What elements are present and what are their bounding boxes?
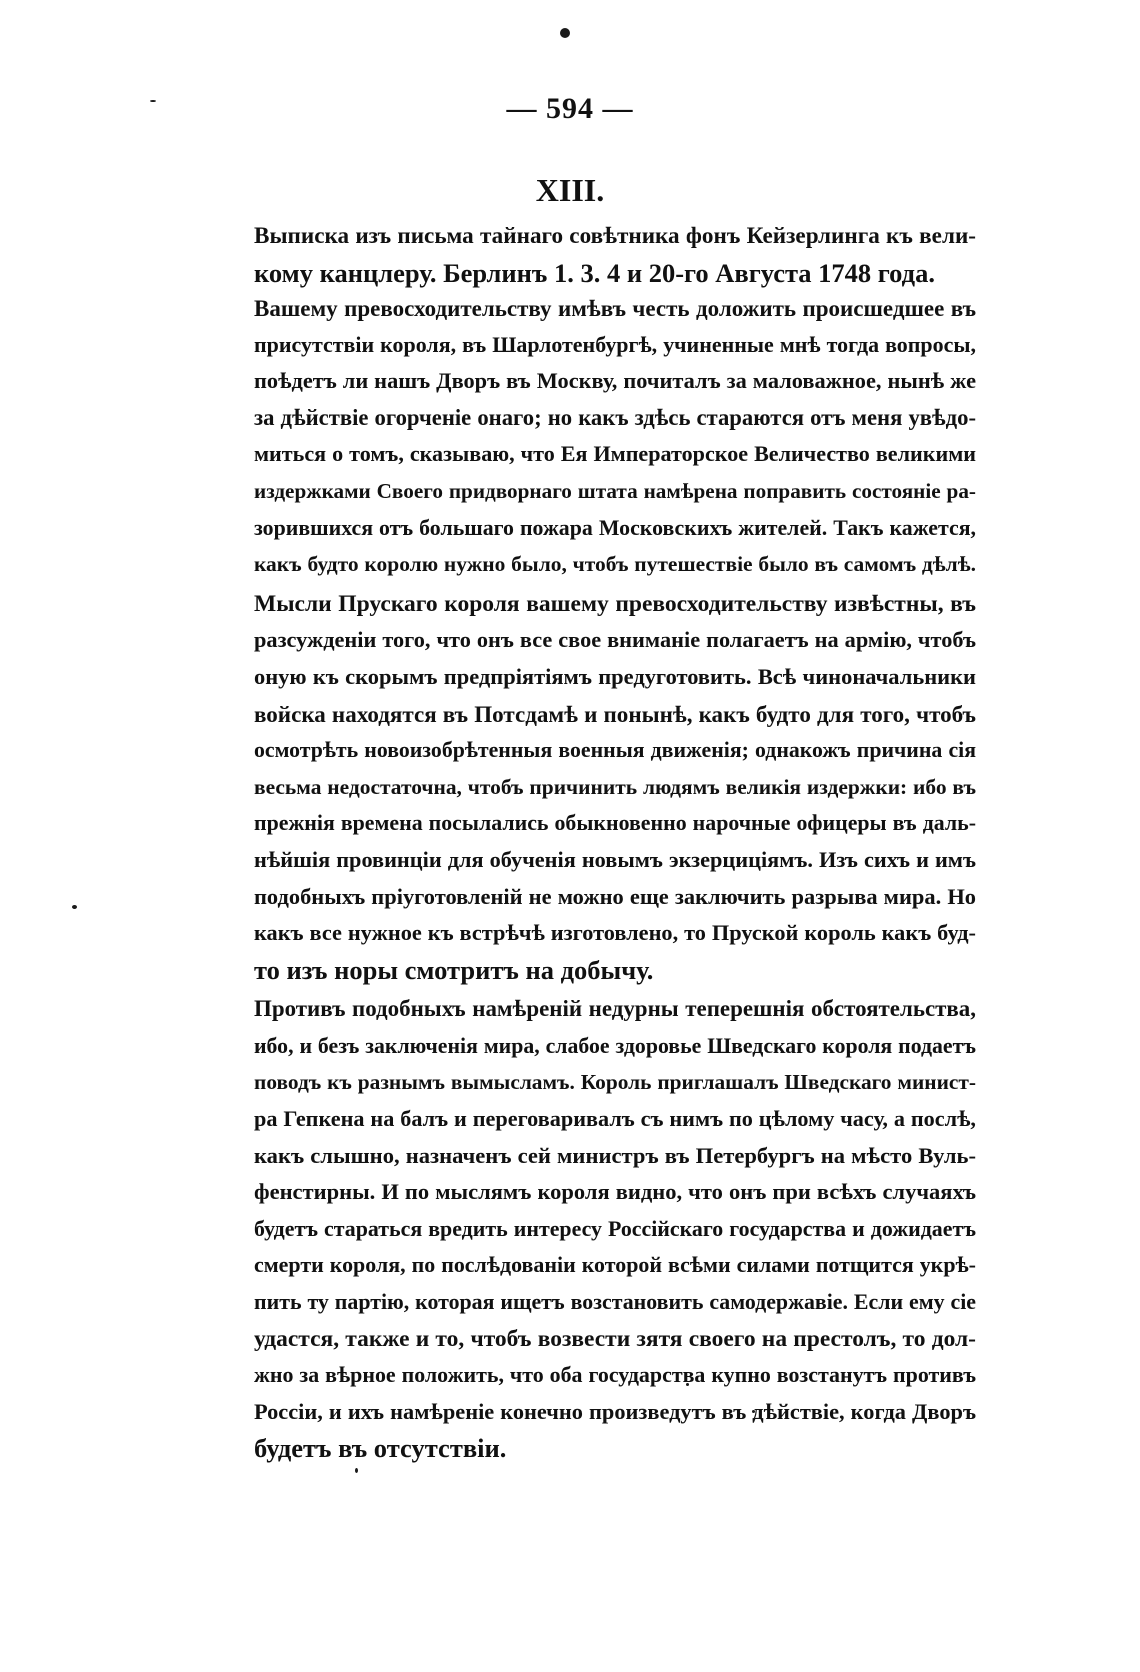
text-line: миться о томъ, сказываю, что Ея Императорское Величество великими [254, 441, 976, 467]
text-line: Вашему превосходительству имѣвъ честь доложить происшедшее въ [254, 295, 976, 321]
text-line: разсужденіи того, что онъ все свое вниманіе полагаетъ на армію, чтобъ [254, 627, 976, 653]
document-body [254, 290, 976, 1467]
scan-speck [72, 905, 77, 909]
text-line: смерти короля, по послѣдованіи которой всѣми силами потщится укрѣ- [254, 1252, 976, 1278]
heading-line: кому канцлеру. Берлинъ 1. 3. 4 и 20-го Августа 1748 года. [254, 257, 935, 288]
text-line: оную къ скорымъ предпріятіямъ предуготовить. Всѣ чиноначальники [254, 663, 976, 689]
chapter-number: XIII. [535, 172, 605, 208]
text-line: нѣйшія провинціи для обученія новымъ экзерциціямъ. Изъ сихъ и имъ [254, 846, 976, 872]
scan-speck [355, 1468, 358, 1473]
text-line: за дѣйствіе огорченіе онаго; но какъ здѣсь стараются отъ меня увѣдо- [254, 404, 976, 430]
text-line: войска находятся въ Потсдамѣ и понынѣ, какъ будто для того, чтобъ [254, 700, 976, 727]
paragraph [254, 290, 976, 583]
text-line: Противъ подобныхъ намѣреній недурны теперешнія обстоятельства, [254, 996, 976, 1022]
scan-speck [560, 28, 570, 38]
text-line: весьма недостаточна, чтобъ причинить людямъ великія издержки: ибо въ [254, 774, 976, 799]
paragraph [254, 586, 976, 989]
text-line: Мысли Прускаго короля вашему превосходительству извѣстны, въ [254, 590, 976, 617]
text-line: фенстирны. И по мыслямъ короля видно, что онъ при всѣхъ случаяхъ [254, 1179, 976, 1205]
text-line: удастся, также и то, чтобъ возвести зятя своего на престолъ, то дол- [254, 1325, 976, 1352]
text-line: пить ту партію, которая ищетъ возстановить самодержавіе. Если ему сіе [254, 1289, 976, 1315]
text-line: присутствіи короля, въ Шарлотенбургѣ, учиненные мнѣ тогда вопросы, [254, 331, 976, 357]
text-line: Россіи, и ихъ намѣреніе конечно произведутъ въ дѣйствіе, когда Дворъ [254, 1398, 976, 1424]
text-line: то изъ норы смотритъ на добычу. [254, 954, 654, 985]
paragraph [254, 991, 976, 1467]
text-line: осмотрѣть новоизобрѣтенныя военныя движенія; однакожъ причина сія [254, 738, 976, 763]
text-line: ра Гепкена на балъ и переговаривалъ съ нимъ по цѣлому часу, а послѣ, [254, 1106, 976, 1132]
text-line: поводъ къ разнымъ вымысламъ. Король приглашалъ Шведскаго минист- [254, 1070, 976, 1095]
text-line: какъ все нужное къ встрѣчѣ изготовлено, то Пруской король какъ буд- [254, 920, 976, 946]
text-line: жно за вѣрное положить, что оба государства купно возстанутъ противъ [254, 1362, 976, 1388]
text-line: поѣдетъ ли нашъ Дворъ въ Москву, почиталъ за маловажное, нынѣ же [254, 368, 976, 394]
text-line: ибо, и безъ заключенія мира, слабое здоровье Шведскаго короля подаетъ [254, 1033, 976, 1058]
text-line: какъ слышно, назначенъ сей министръ въ Петербургъ на мѣсто Вуль- [254, 1142, 976, 1168]
text-line: какъ будто королю нужно было, чтобъ путешествіе было въ самомъ дѣлѣ. [254, 552, 976, 577]
text-line: будетъ въ отсутствіи. [254, 1433, 507, 1464]
document-heading [254, 218, 976, 291]
text-line: издержками Своего придворнаго штата намѣрена поправить состояніе ра- [254, 478, 976, 503]
page-number: — 594 — [506, 92, 634, 125]
heading-line: Выписка изъ письма тайнаго совѣтника фонъ Кейзерлинга къ вели- [254, 223, 976, 249]
text-line: прежнія времена посылались обыкновенно нарочные офицеры въ даль- [254, 811, 976, 836]
text-line: зорившихся отъ большаго пожара Московскихъ жителей. Такъ кажется, [254, 515, 976, 540]
text-line: подобныхъ пріуготовленій не можно еще заключить разрыва мира. Но [254, 883, 976, 909]
text-line: будетъ стараться вредить интересу Россійскаго государства и дожидаетъ [254, 1215, 976, 1241]
